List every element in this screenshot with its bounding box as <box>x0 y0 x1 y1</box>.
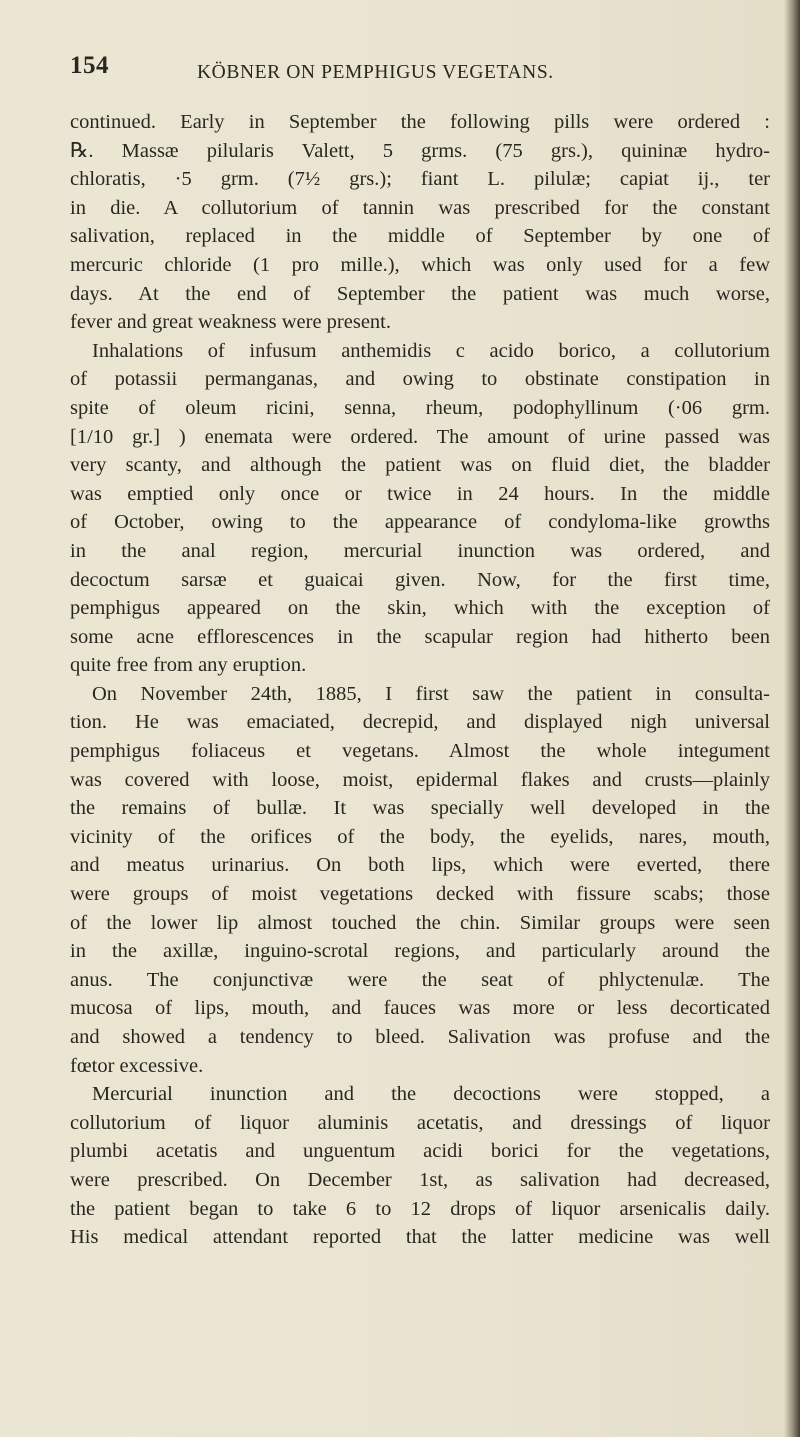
text-line: anus. The conjunctivæ were the seat of phlyctenulæ. The <box>70 968 770 991</box>
text-line: were groups of moist vegetations decked with fissure scabs; those <box>70 883 770 906</box>
text-line: His medical attendant reported that the latter medicine was well <box>70 1226 770 1249</box>
text-line: salivation, replaced in the middle of September by one of <box>70 225 770 248</box>
text-line: collutorium of liquor aluminis acetatis, and dressings of liquor <box>70 1111 770 1134</box>
text-line: of potassii permanganas, and owing to obstinate constipation in <box>70 368 770 391</box>
text-line: was covered with loose, moist, epidermal flakes and crusts—plainly <box>70 768 770 791</box>
text-line: vicinity of the orifices of the body, the eyelids, nares, mouth, <box>70 825 770 848</box>
text-line: in the axillæ, inguino-scrotal regions, and particularly around the <box>70 940 770 963</box>
text-line: pemphigus appeared on the skin, which with the exception of <box>70 597 770 620</box>
text-line: [1/10 gr.] ) enemata were ordered. The amount of urine passed was <box>70 425 770 448</box>
text-line: very scanty, and although the patient was on fluid diet, the bladder <box>70 454 770 477</box>
text-line: of the lower lip almost touched the chin. Similar groups were seen <box>70 911 770 934</box>
text-line: Mercurial inunction and the decoctions were stopped, a <box>92 1083 770 1106</box>
text-line: tion. He was emaciated, decrepid, and displayed nigh universal <box>70 711 770 734</box>
body-text <box>70 108 770 1252</box>
text-line: On November 24th, 1885, I first saw the patient in consulta- <box>92 682 770 705</box>
page-header <box>70 52 770 92</box>
text-line: Inhalations of infusum anthemidis c acido borico, a collutorium <box>92 339 770 362</box>
text-line: and meatus urinarius. On both lips, which were everted, there <box>70 854 770 877</box>
text-line: mercuric chloride (1 pro mille.), which was only used for a few <box>70 253 770 276</box>
text-line: plumbi acetatis and unguentum acidi borici for the vegetations, <box>70 1140 770 1163</box>
text-line: was emptied only once or twice in 24 hours. In the middle <box>70 482 770 505</box>
text-line: were prescribed. On December 1st, as salivation had decreased, <box>70 1168 770 1191</box>
text-line: spite of oleum ricini, senna, rheum, podophyllinum (·06 grm. <box>70 396 770 419</box>
text-line: fœtor excessive. <box>70 1054 204 1077</box>
text-line: quite free from any eruption. <box>70 654 307 677</box>
text-line: the remains of bullæ. It was specially well developed in the <box>70 797 770 820</box>
text-line: and showed a tendency to bleed. Salivation was profuse and the <box>70 1026 770 1048</box>
text-line: in the anal region, mercurial inunction was ordered, and <box>70 539 770 562</box>
text-line: pemphigus foliaceus et vegetans. Almost the whole integument <box>70 740 770 763</box>
page-number: 154 <box>70 52 109 79</box>
page-edge-shadow <box>784 0 800 1437</box>
text-line: days. At the end of September the patient was much worse, <box>70 282 770 305</box>
text-line: mucosa of lips, mouth, and fauces was more or less decorticated <box>70 997 770 1020</box>
text-line: in die. A collutorium of tannin was prescribed for the constant <box>70 196 770 219</box>
text-line: chloratis, ·5 grm. (7½ grs.); fiant L. pilulæ; capiat ij., ter <box>70 168 770 191</box>
text-line: the patient began to take 6 to 12 drops of liquor arsenicalis daily. <box>70 1197 770 1220</box>
text-line: continued. Early in September the following pills were ordered : <box>70 111 770 133</box>
text-line: of October, owing to the appearance of condyloma-like growths <box>70 511 770 534</box>
text-line: fever and great weakness were present. <box>70 311 392 334</box>
text-line: ℞. Massæ pilularis Valett, 5 grms. (75 grs.), quininæ hydro- <box>70 139 770 162</box>
text-line: some acne efflorescences in the scapular region had hitherto been <box>70 625 770 648</box>
running-head: KÖBNER ON PEMPHIGUS VEGETANS. <box>197 62 554 83</box>
text-line: decoctum sarsæ et guaicai given. Now, for the first time, <box>70 568 770 591</box>
